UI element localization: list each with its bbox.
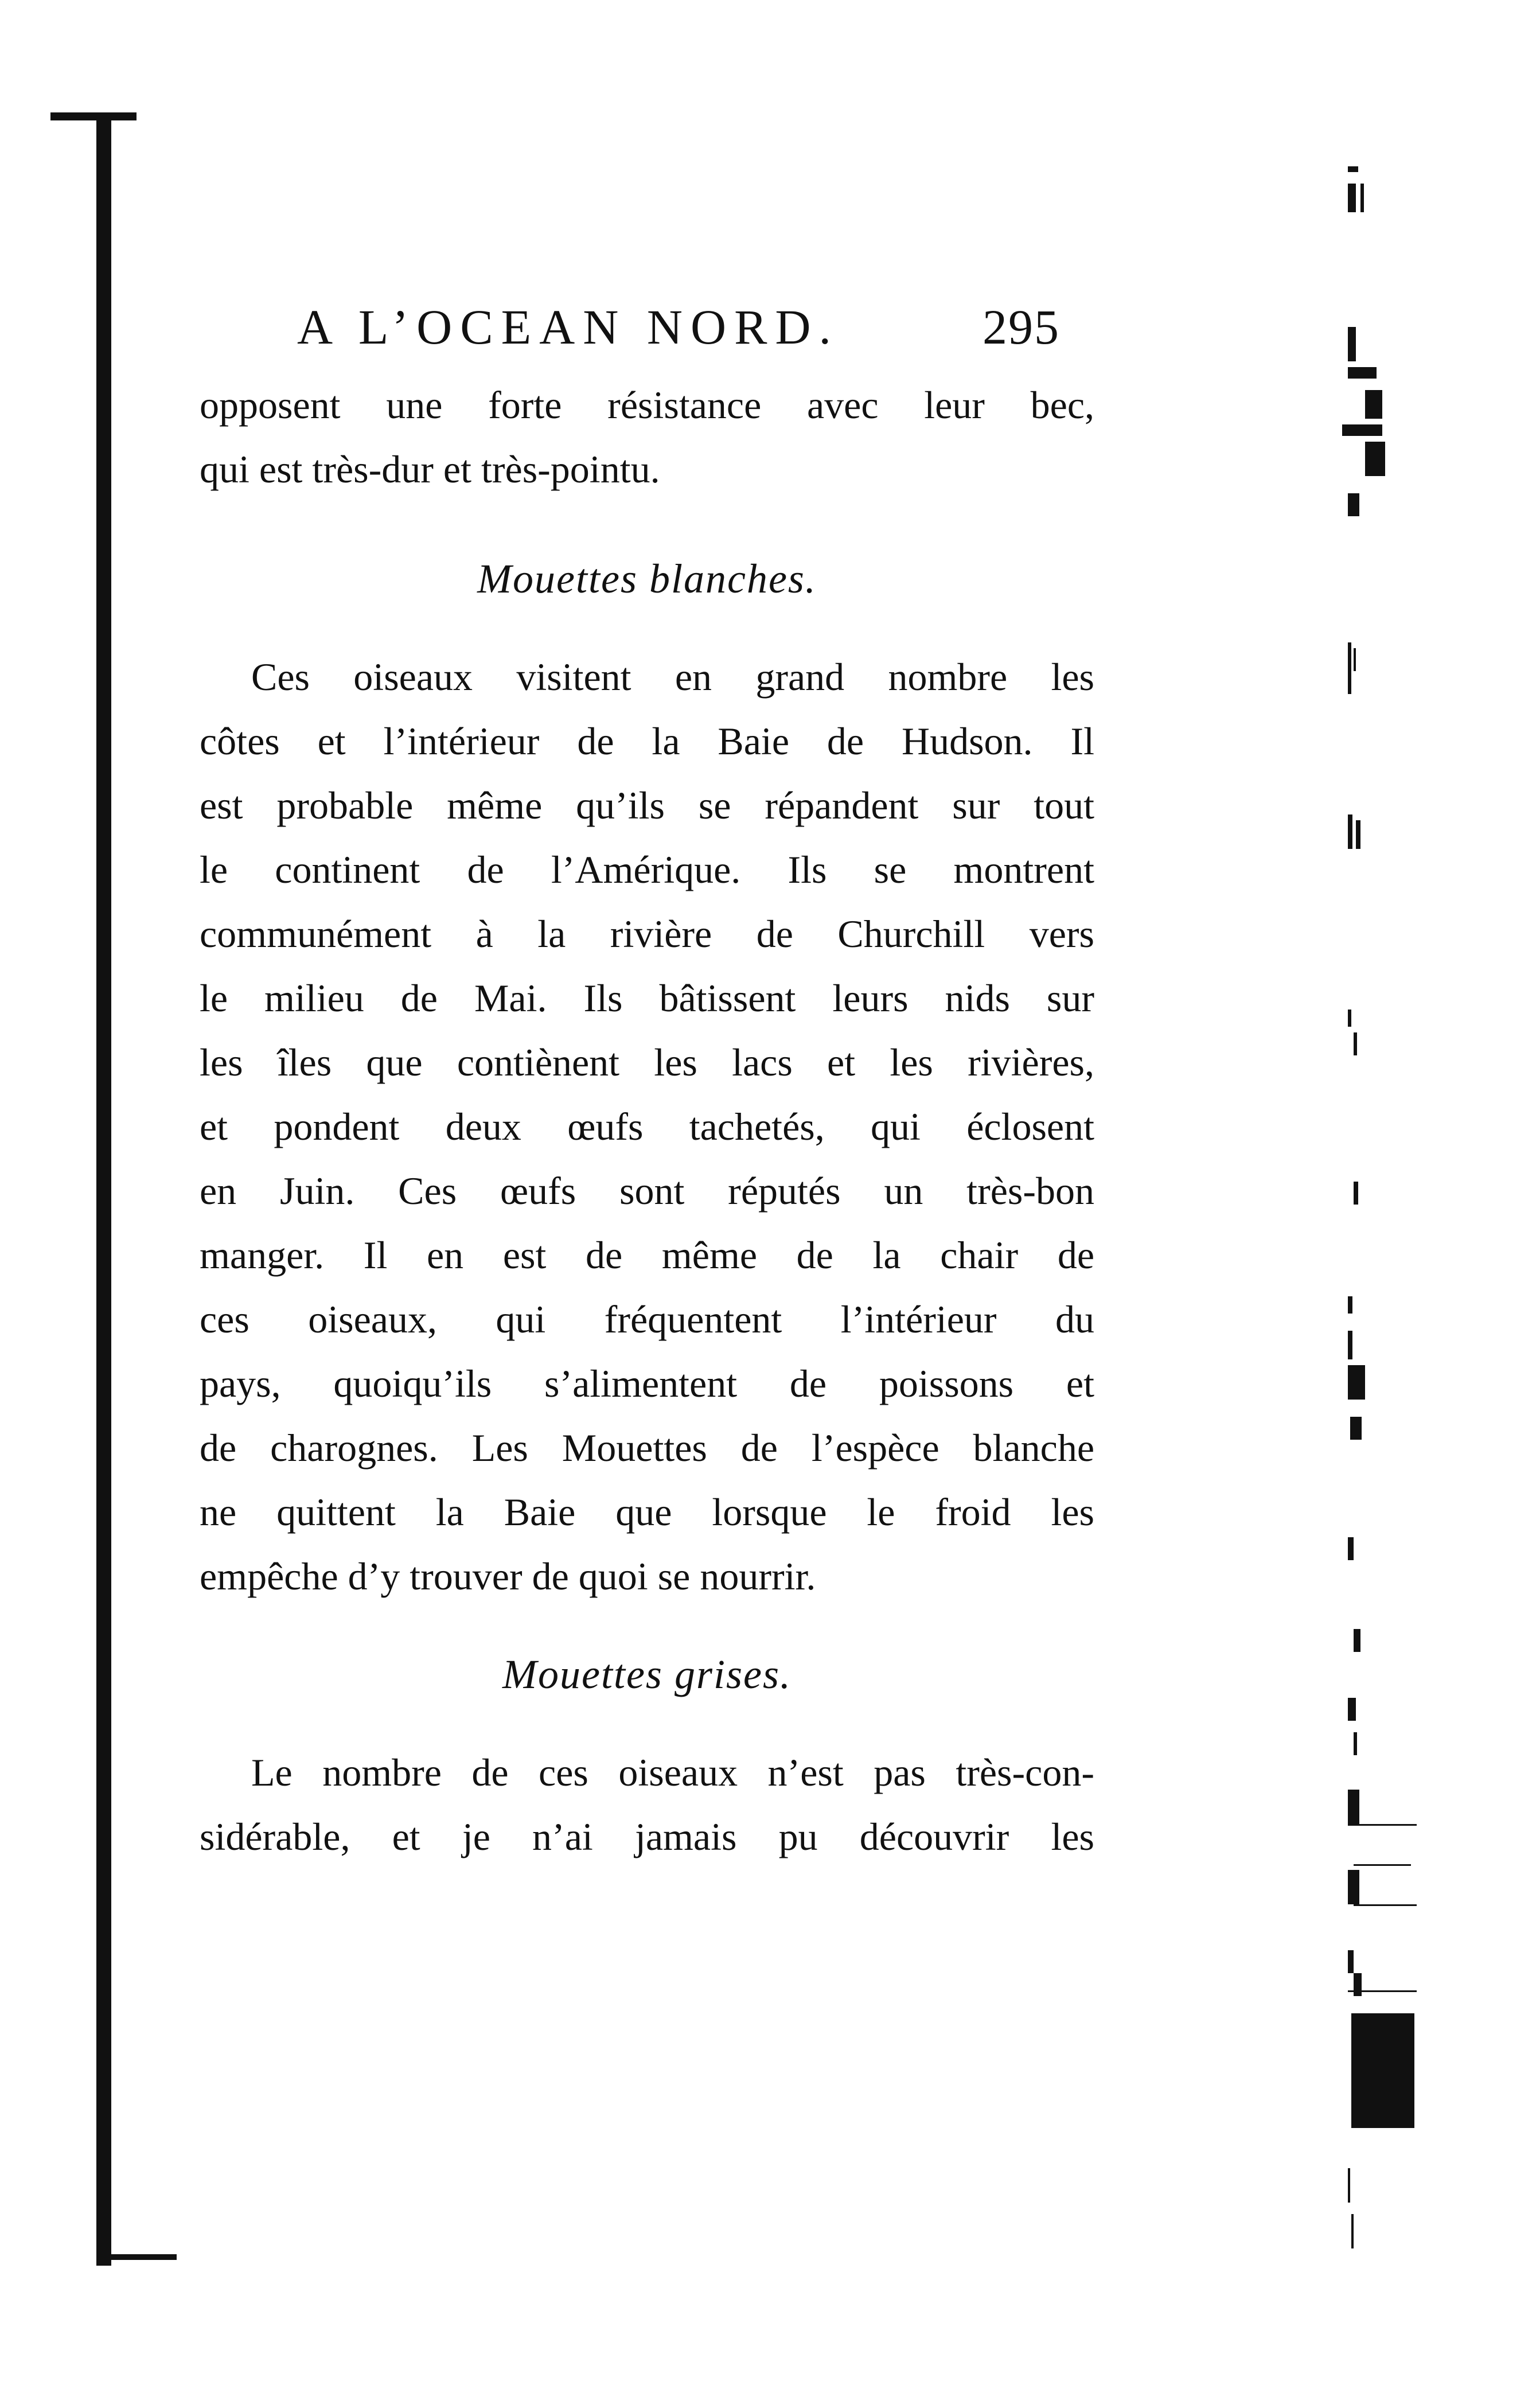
text-line: en Juin. Ces œufs sont réputés un très-bon <box>200 1169 1094 1213</box>
scan-edge-noise <box>1331 149 1445 2271</box>
text-line: les îles que contiènent les lacs et les rivières, <box>200 1040 1094 1084</box>
text-line: sidérable, et je n’ai jamais pu découvrir les <box>200 1815 1094 1858</box>
text-line: ne quittent la Baie que lorsque le froid les <box>200 1490 1094 1534</box>
text-line: communément à la rivière de Churchill vers <box>200 912 1094 956</box>
text-line: et pondent deux œufs tachetés, qui éclosent <box>200 1105 1094 1148</box>
text-line: côtes et l’intérieur de la Baie de Hudson. Il <box>200 719 1094 763</box>
section-heading: Mouettes grises. <box>502 1651 792 1697</box>
text-line: Le nombre de ces oiseaux n’est pas très-con- <box>251 1751 1094 1794</box>
binding-rule-cap-top <box>50 112 137 120</box>
page-text <box>200 287 1094 1869</box>
section-heading: Mouettes blanches. <box>477 556 817 602</box>
text-line: empêche d’y trouver de quoi se nourrir. <box>200 1554 816 1598</box>
text-line: pays, quoiqu’ils s’alimentent de poissons et <box>200 1362 1094 1405</box>
text-line: manger. Il en est de même de la chair de <box>200 1233 1094 1277</box>
running-head <box>200 287 1094 373</box>
text-line: est probable même qu’ils se répandent sur tout <box>200 784 1094 827</box>
text-line: qui est très-dur et très-pointu. <box>200 447 660 491</box>
page-number: 295 <box>983 299 1060 354</box>
binding-rule <box>96 120 111 2266</box>
text-line: Ces oiseaux visitent en grand nombre les <box>251 655 1094 699</box>
binding-rule-cap-bottom <box>96 2254 177 2260</box>
text-line: opposent une forte résistance avec leur bec, <box>200 383 1094 427</box>
text-line: le continent de l’Amérique. Ils se montrent <box>200 848 1094 891</box>
text-line: de charognes. Les Mouettes de l’espèce blanche <box>200 1426 1094 1470</box>
text-line: ces oiseaux, qui fréquentent l’intérieur du <box>200 1297 1094 1341</box>
text-line: le milieu de Mai. Ils bâtissent leurs nids sur <box>200 976 1094 1020</box>
running-head-title: A L’OCEAN NORD. <box>297 299 840 354</box>
